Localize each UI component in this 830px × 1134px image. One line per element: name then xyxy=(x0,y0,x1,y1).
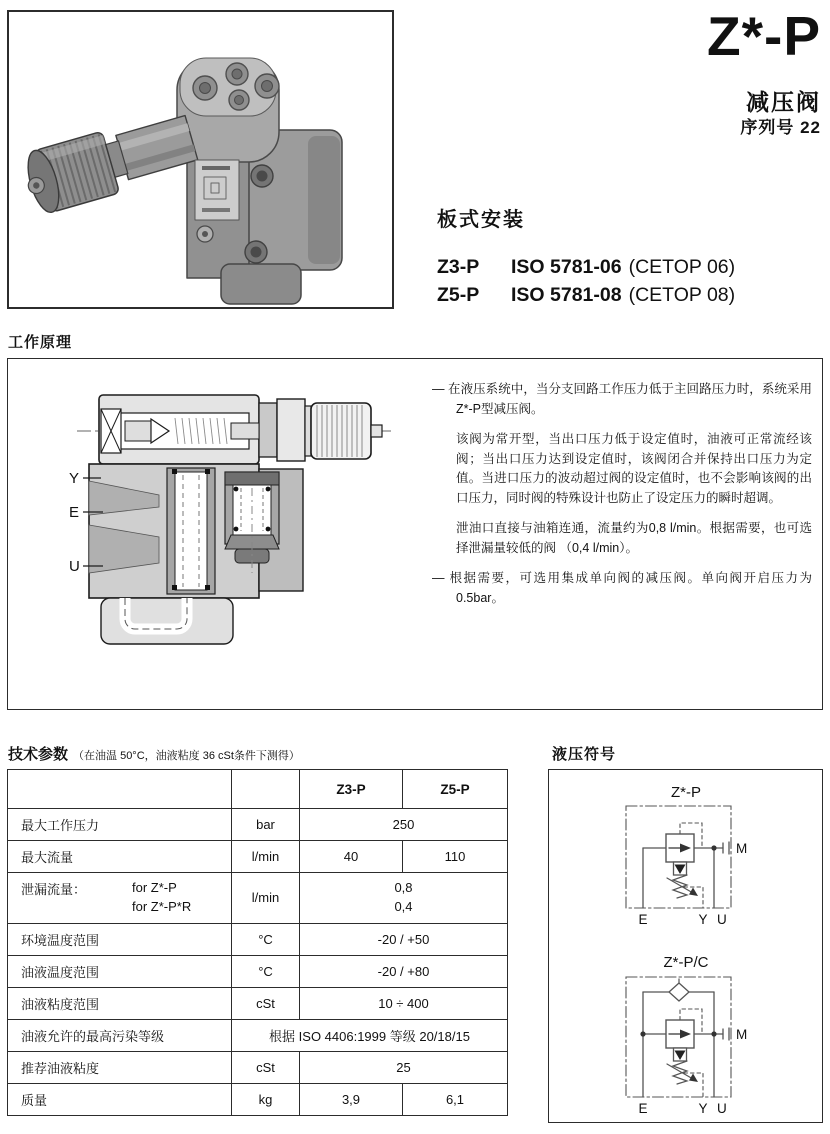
specs-heading-label: 技术参数 xyxy=(8,746,69,763)
principle-paragraph: 泄油口直接与油箱连通，流量约为0,8 l/min。根据需要，也可选择泄漏量较低的阀 （0,4 l/min）。 xyxy=(456,521,812,555)
model-line xyxy=(437,256,735,279)
spec-cell: 油液允许的最高污染等级 xyxy=(8,1019,232,1051)
symbol-zpc-title: Z*-P/C xyxy=(663,954,709,971)
gauge-port-plug xyxy=(723,1028,729,1040)
spec-cell: °C xyxy=(232,955,300,987)
spec-row xyxy=(8,873,508,924)
model-cetop: (CETOP 08) xyxy=(628,284,736,306)
valve-bonnet xyxy=(99,395,382,464)
junction-dot xyxy=(711,845,716,850)
bottom-cover xyxy=(101,598,233,644)
page-subtitle: 减压阀 xyxy=(746,89,821,115)
symbols-panel xyxy=(548,769,823,1123)
spec-cell: 泄漏流量： for Z*-P for Z*-P*R xyxy=(8,873,232,924)
spec-row xyxy=(8,1019,508,1051)
spec-cell: 25 xyxy=(300,1051,508,1083)
spec-cell: 110 xyxy=(403,841,508,873)
spec-cell: 3,9 xyxy=(300,1083,403,1115)
spec-cell: 环境温度范围 xyxy=(8,923,232,955)
spec-cell: 250 xyxy=(300,809,508,841)
spec-row xyxy=(8,923,508,955)
spec-cell: 油液粘度范围 xyxy=(8,987,232,1019)
principle-paragraph: — 根据需要，可选用集成单向阀的减压阀。单向阀开启压力为0.5bar。 xyxy=(432,571,812,605)
check-valve-symbol xyxy=(669,983,689,1001)
model-iso: ISO 5781-08 xyxy=(511,284,622,306)
spec-cell: 根据 ISO 4406:1999 等级 20/18/15 xyxy=(232,1019,508,1051)
specs-heading-note: （在油温 50°C，油液粘度 36 cSt条件下测得） xyxy=(73,750,300,762)
symbol-zp-port-u: U xyxy=(717,912,727,927)
working-principle-text xyxy=(432,380,812,619)
junction-dot xyxy=(711,1031,716,1036)
valve-body-section xyxy=(89,464,303,598)
symbol-zp-title: Z*-P xyxy=(671,784,701,801)
spec-cell: cSt xyxy=(232,1051,300,1083)
port-label-e: E xyxy=(69,504,80,521)
spec-cell: 10 ÷ 400 xyxy=(300,987,508,1019)
spec-row xyxy=(8,809,508,841)
product-photo-frame xyxy=(7,10,394,309)
spec-cell: °C xyxy=(232,923,300,955)
spec-row xyxy=(8,770,508,809)
mounting-heading: 板式安装 xyxy=(437,209,525,231)
model-code: Z5-P xyxy=(437,284,480,306)
photo-neck xyxy=(100,116,197,184)
spec-row xyxy=(8,841,508,873)
principle-paragraph: — 在液压系统中，当分支回路工作压力低于主回路压力时，系统采用Z*-P型减压阀。 xyxy=(432,382,812,416)
working-principle-heading: 工作原理 xyxy=(8,334,73,351)
spec-cell xyxy=(8,770,232,809)
model-list xyxy=(437,256,735,312)
spec-row xyxy=(8,1051,508,1083)
model-code: Z3-P xyxy=(437,256,480,278)
spec-row xyxy=(8,987,508,1019)
photo-nameplate xyxy=(195,160,239,220)
spec-row xyxy=(8,1083,508,1115)
port-label-y: Y xyxy=(69,470,80,487)
series-label: 序列号 22 xyxy=(740,118,821,137)
symbol-zpc-port-u: U xyxy=(717,1101,727,1116)
principle-paragraph: 该阀为常开型，当出口压力低于设定值时，油液可正常流经该阀；当出口压力达到设定值时，该阀闭合并保持出口压力为定值。当进口压力的波动超过阀的设定值时，也不会影响该阀的出口压力，同时阀的特殊设计也防止了设定压力的瞬时超调。 xyxy=(456,432,812,505)
spec-cell: 6,1 xyxy=(403,1083,508,1115)
specs-heading xyxy=(8,743,300,764)
cross-section-diagram xyxy=(63,373,423,695)
model-iso: ISO 5781-06 xyxy=(511,256,622,278)
spec-cell: 0,8 0,4 xyxy=(300,873,508,924)
spec-cell: Z5-P xyxy=(403,770,508,809)
spec-cell: kg xyxy=(232,1083,300,1115)
spec-cell: 40 xyxy=(300,841,403,873)
junction-dot xyxy=(640,1031,645,1036)
symbol-zp-port-e: E xyxy=(638,912,648,927)
spec-cell: l/min xyxy=(232,841,300,873)
spec-cell: 最大工作压力 xyxy=(8,809,232,841)
working-principle-panel xyxy=(7,358,823,710)
port-label-u: U xyxy=(69,558,80,575)
symbol-zp-port-m: M xyxy=(736,841,748,856)
spec-cell: l/min xyxy=(232,873,300,924)
model-cetop: (CETOP 06) xyxy=(628,256,736,278)
spec-cell: Z3-P xyxy=(300,770,403,809)
spec-row xyxy=(8,955,508,987)
spec-cell: -20 / +80 xyxy=(300,955,508,987)
photo-knob xyxy=(19,131,119,216)
model-line xyxy=(437,284,735,307)
hydraulic-symbols xyxy=(549,770,821,1121)
adjustment-knob xyxy=(305,403,382,459)
symbol-zpc-port-e: E xyxy=(638,1101,648,1116)
symbol-zpc xyxy=(626,954,747,1116)
spec-cell: 油液温度范围 xyxy=(8,955,232,987)
gauge-port-plug xyxy=(723,842,729,854)
specs-table-body xyxy=(8,770,508,1116)
spec-cell: -20 / +50 xyxy=(300,923,508,955)
symbols-heading: 液压符号 xyxy=(552,746,617,763)
symbol-zpc-port-m: M xyxy=(736,1027,748,1042)
specs-table xyxy=(7,769,508,1116)
symbol-zp-port-y: Y xyxy=(698,912,708,927)
product-photo xyxy=(9,12,392,307)
spec-cell: 质量 xyxy=(8,1083,232,1115)
spec-cell xyxy=(232,770,300,809)
spec-cell: 最大流量 xyxy=(8,841,232,873)
spec-cell: 推荐油液粘度 xyxy=(8,1051,232,1083)
symbol-zp xyxy=(626,784,747,927)
symbol-zpc-port-y: Y xyxy=(698,1101,708,1116)
spec-cell: bar xyxy=(232,809,300,841)
spec-cell: cSt xyxy=(232,987,300,1019)
page-title: Z*-P xyxy=(707,5,821,67)
